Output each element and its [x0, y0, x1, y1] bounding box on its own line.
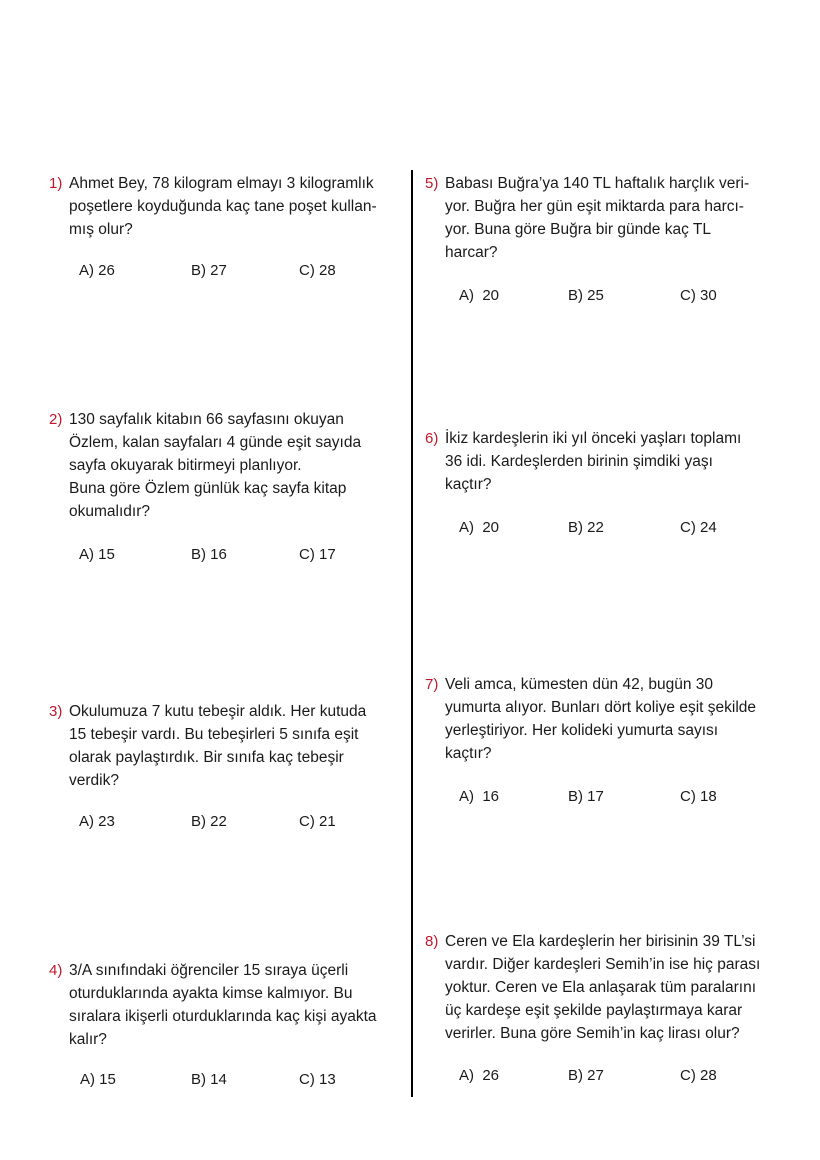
option-a[interactable]: A) 20 [459, 519, 500, 536]
answer-options [49, 810, 394, 834]
question-7 [425, 673, 770, 809]
option-b[interactable]: B) 25 [568, 287, 604, 304]
option-b[interactable]: B) 27 [191, 262, 227, 279]
question-5 [425, 172, 770, 308]
answer-options [425, 1064, 770, 1088]
answer-options [49, 1068, 394, 1092]
question-number: 1) [49, 175, 63, 192]
option-b[interactable]: B) 27 [568, 1067, 604, 1084]
option-a[interactable]: A) 16 [459, 788, 500, 805]
option-c[interactable]: C) 21 [299, 813, 336, 830]
question-number: 4) [49, 962, 63, 979]
option-b[interactable]: B) 16 [191, 546, 227, 563]
question-8 [425, 930, 770, 1088]
option-a[interactable]: A) 15 [80, 1071, 116, 1088]
question-6 [425, 427, 770, 540]
option-c[interactable]: C) 18 [680, 788, 717, 805]
question-4 [49, 959, 394, 1092]
question-number: 6) [425, 430, 439, 447]
answer-options [425, 516, 770, 540]
option-c[interactable]: C) 28 [680, 1067, 717, 1084]
option-a[interactable]: A) 20 [459, 287, 500, 304]
option-a[interactable]: A) 26 [459, 1067, 500, 1084]
question-2 [49, 408, 394, 567]
answer-options [425, 284, 770, 308]
option-b[interactable]: B) 17 [568, 788, 604, 805]
answer-options [49, 259, 394, 283]
question-1 [49, 172, 394, 283]
option-c[interactable]: C) 30 [680, 287, 717, 304]
question-number: 2) [49, 411, 63, 428]
question-number: 3) [49, 703, 63, 720]
option-c[interactable]: C) 28 [299, 262, 336, 279]
question-text: Ahmet Bey, 78 kilogram elmayı 3 kilogramlık poşetlere koyduğunda kaç tane poşet kullan- mış olur? [69, 175, 377, 238]
question-3 [49, 700, 394, 834]
option-b[interactable]: B) 14 [191, 1071, 227, 1088]
question-text: 130 sayfalık kitabın 66 sayfasını okuyan Özlem, kalan sayfaları 4 günde eşit sayıda sayfa okuyarak bitirmeyi planlıyor. Buna göre Özlem günlük kaç sayfa kitap okumalıdır? [69, 411, 362, 520]
question-text: Ceren ve Ela kardeşlerin her birisinin 39 TL’si vardır. Diğer kardeşleri Semih’in ise hiç parası yoktur. Ceren ve Ela anlaşarak tüm paralarını üç kardeşe eşit şekilde paylaştırmaya karar verirler. Buna göre Semih’in kaç lirası olur? [445, 933, 761, 1042]
question-text: Okulumuza 7 kutu tebeşir aldık. Her kutuda 15 tebeşir vardı. Bu tebeşirleri 5 sınıfa eşit olarak paylaştırdık. Bir sınıfa kaç tebeşir verdik? [69, 703, 367, 789]
option-c[interactable]: C) 17 [299, 546, 336, 563]
option-a[interactable]: A) 23 [79, 813, 115, 830]
option-b[interactable]: B) 22 [191, 813, 227, 830]
question-number: 5) [425, 175, 439, 192]
question-number: 7) [425, 676, 439, 693]
question-text: Veli amca, kümesten dün 42, bugün 30 yumurta alıyor. Bunları dört koliye eşit şekilde yerleştiriyor. Her kolideki yumurta sayısı kaçtır? [445, 676, 756, 762]
option-a[interactable]: A) 15 [79, 546, 115, 563]
column-divider [411, 170, 413, 1097]
option-c[interactable]: C) 13 [299, 1071, 336, 1088]
question-text: Babası Buğra’ya 140 TL haftalık harçlık veri- yor. Buğra her gün eşit miktarda para harcı- yor. Buna göre Buğra bir günde kaç TL harcar? [445, 175, 750, 261]
question-text: İkiz kardeşlerin iki yıl önceki yaşları toplamı 36 idi. Kardeşlerden birinin şimdiki yaşı kaçtır? [445, 430, 742, 493]
answer-options [425, 785, 770, 809]
question-number: 8) [425, 933, 439, 950]
answer-options [49, 543, 394, 567]
question-text: 3/A sınıfındaki öğrenciler 15 sıraya üçerli oturduklarında ayakta kimse kalmıyor. Bu sıralara ikişerli oturduklarında kaç kişi ayakta kalır? [69, 962, 377, 1048]
option-b[interactable]: B) 22 [568, 519, 604, 536]
option-a[interactable]: A) 26 [79, 262, 115, 279]
option-c[interactable]: C) 24 [680, 519, 717, 536]
